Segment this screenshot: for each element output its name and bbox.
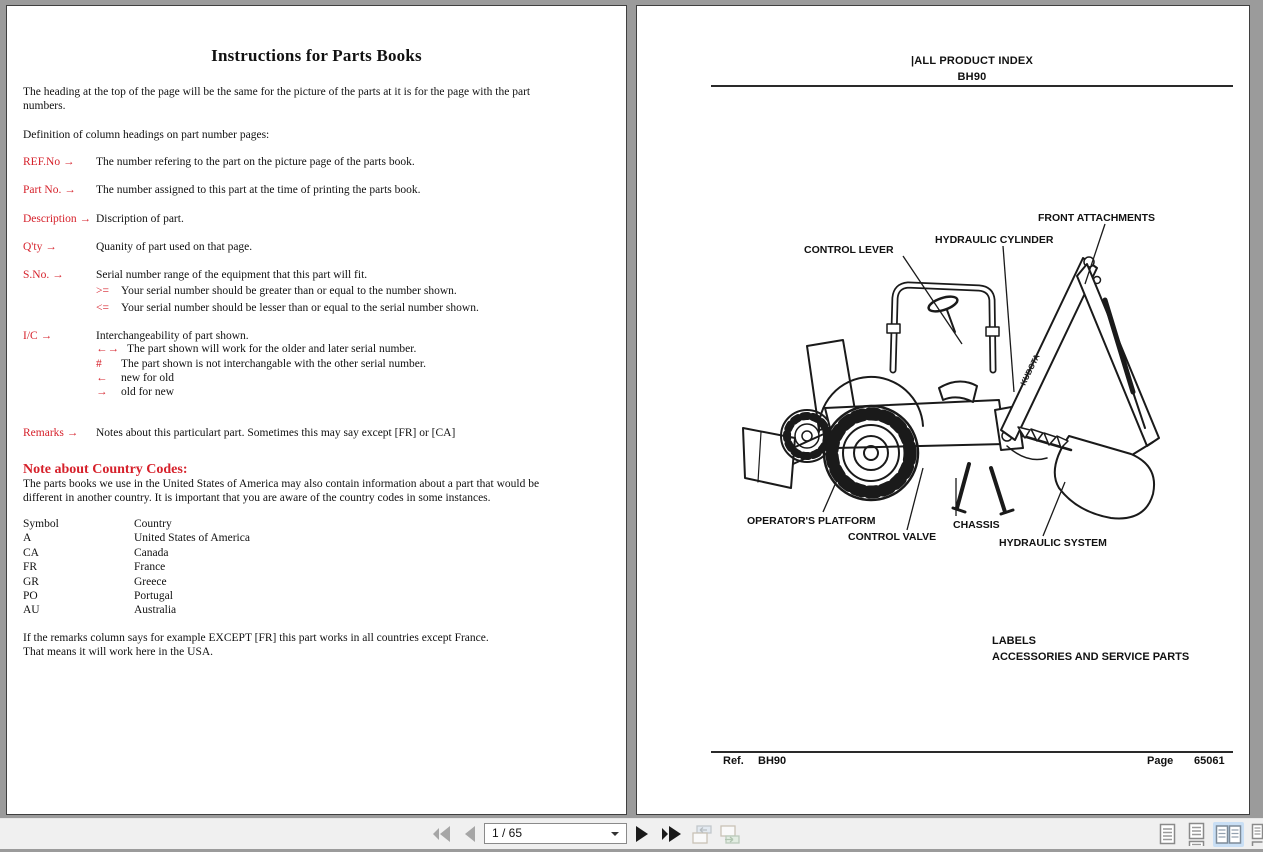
footer-page-value: 65061 (1194, 755, 1225, 767)
two-page-continuous-view-button[interactable] (1250, 822, 1263, 847)
country-cell: United States of America (134, 532, 250, 545)
previous-view-button[interactable] (690, 824, 714, 844)
next-view-button[interactable] (718, 824, 742, 844)
footer-page-label: Page (1147, 755, 1174, 767)
definition-subtext: Your serial number should be lesser than or equal to the serial number shown. (121, 302, 479, 314)
definition-label: Remarks → (23, 427, 79, 439)
definition-row (23, 330, 249, 342)
label-operators-platform: OPERATOR'S PLATFORM (747, 515, 876, 527)
intro-line: numbers. (23, 100, 66, 112)
definition-text: Interchangeability of part shown. (96, 330, 249, 342)
next-page-icon (632, 824, 656, 844)
header-rule (711, 85, 1233, 87)
closing-line: That means it will work here in the USA. (23, 646, 214, 658)
symbol-cell: A (23, 532, 32, 545)
definitions-heading: Definition of column headings on part number pages: (23, 129, 270, 141)
definition-text: Serial number range of the equipment that this part will fit. (96, 269, 368, 281)
paragraph-line: different in another country. It is important that you are aware of the country codes in some instances. (23, 492, 491, 504)
symbol-cell: CA (23, 546, 39, 559)
definition-subrow (96, 285, 457, 297)
definition-subtext: old for new (121, 386, 175, 398)
definition-row (23, 184, 421, 196)
document-page-right (636, 5, 1250, 815)
country-codes-heading: Note about Country Codes: (23, 462, 188, 477)
definition-row (23, 269, 368, 281)
definition-subtext: The part shown is not interchangable with the other serial number. (121, 358, 426, 370)
label-hydraulic-system: HYDRAULIC SYSTEM (999, 537, 1107, 549)
last-page-icon (659, 824, 683, 844)
symbol-cell: AU (23, 604, 40, 617)
table-row (23, 589, 173, 603)
definition-subrow (96, 343, 417, 355)
two-page-view-button[interactable] (1213, 822, 1244, 847)
definition-text: Notes about this particulart part. Sometimes this may say except [FR] or [CA] (96, 427, 456, 439)
closing-paragraph (23, 631, 489, 659)
definition-subrow (96, 302, 479, 314)
definition-text: The number assigned to this part at the time of printing the parts book. (96, 184, 421, 196)
last-page-button[interactable] (659, 824, 683, 844)
tractor-backhoe-diagram (707, 196, 1247, 576)
country-codes-table (23, 517, 250, 618)
table-row (23, 531, 250, 545)
model-title: BH90 (957, 71, 987, 83)
footer-rule (711, 751, 1233, 753)
symbol-cell: FR (23, 561, 38, 574)
tractor-drawing (743, 257, 1159, 519)
definition-label: Q'ty → (23, 241, 57, 253)
definition-symbol: >= (96, 285, 109, 297)
label-chassis: CHASSIS (953, 519, 1000, 531)
definition-row (23, 213, 184, 225)
footer-ref-value: BH90 (758, 755, 787, 767)
combobox-dropdown-icon[interactable] (611, 832, 619, 836)
definition-subtext: new for old (121, 372, 175, 384)
definition-symbol: <= (96, 302, 109, 314)
intro-paragraph (23, 85, 530, 113)
definition-subrow (96, 358, 426, 370)
definition-subrow (96, 372, 175, 384)
next-page-button[interactable] (632, 824, 656, 844)
country-cell: Canada (134, 546, 169, 559)
first-page-icon (430, 824, 454, 844)
symbol-column-header: Symbol (23, 518, 59, 530)
previous-page-icon (459, 824, 483, 844)
page-indicator: 1 / 65 (492, 826, 523, 840)
definition-subtext: The part shown will work for the older and later serial number. (127, 343, 417, 355)
symbol-cell: PO (23, 590, 38, 603)
page-title: Instructions for Parts Books (211, 46, 422, 65)
viewer-toolbar (0, 818, 1263, 849)
brand-text: KUBOTA (1018, 352, 1042, 387)
definition-symbol: ← (96, 372, 108, 384)
intro-line: The heading at the top of the page will be the same for the picture of the parts at it is for the page with the part (23, 86, 531, 98)
definition-label: Description → (23, 213, 92, 225)
caption-line: ACCESSORIES AND SERVICE PARTS (992, 650, 1190, 663)
definition-symbol: # (96, 358, 102, 370)
continuous-view-button[interactable] (1186, 822, 1208, 847)
country-cell: France (134, 561, 166, 574)
page-header (711, 53, 1233, 85)
definition-label: I/C → (23, 330, 53, 342)
previous-page-button[interactable] (459, 824, 483, 844)
definition-row (23, 241, 253, 253)
definition-row (23, 156, 415, 168)
symbol-cell: GR (23, 575, 39, 588)
table-row (23, 603, 177, 617)
country-column-header: Country (134, 518, 172, 530)
two-page-icon (1213, 822, 1244, 847)
table-row (23, 546, 169, 560)
previous-view-icon (690, 824, 714, 846)
product-index-title: |ALL PRODUCT INDEX (911, 55, 1033, 67)
label-control-valve: CONTROL VALVE (848, 531, 937, 543)
definition-label: REF.No → (23, 156, 75, 168)
definition-text: The number refering to the part on the picture page of the parts book. (96, 156, 415, 168)
single-page-view-button[interactable] (1157, 822, 1179, 847)
closing-line: If the remarks column says for example EXCEPT [FR] this part works in all countries except France. (23, 632, 489, 644)
label-front-attachments: FRONT ATTACHMENTS (1038, 212, 1156, 224)
continuous-page-icon (1186, 822, 1208, 847)
country-cell: Portugal (134, 590, 173, 603)
caption-line: LABELS (992, 635, 1036, 647)
document-page-left (6, 5, 627, 815)
definition-subrow (96, 386, 175, 398)
definition-symbol: → (96, 386, 108, 398)
definition-subtext: Your serial number should be greater than or equal to the number shown. (121, 285, 457, 297)
definition-symbol: ←→ (96, 343, 119, 355)
table-row (23, 575, 167, 589)
label-control-lever: CONTROL LEVER (804, 244, 894, 256)
definition-text: Discription of part. (96, 213, 184, 225)
table-row (23, 560, 166, 574)
footer-ref-label: Ref. (723, 755, 744, 767)
definition-label: Part No. → (23, 184, 76, 196)
single-page-icon (1157, 822, 1179, 847)
paragraph-line: The parts books we use in the United States of America may also contain information about a part that would be (23, 478, 540, 490)
section-caption (992, 634, 1189, 665)
country-cell: Australia (134, 604, 177, 617)
table-header-row (23, 517, 172, 531)
definition-text: Quanity of part used on that page. (96, 241, 253, 253)
first-page-button[interactable] (430, 824, 454, 844)
next-view-icon (718, 824, 742, 846)
definition-label: S.No. → (23, 269, 64, 281)
country-codes-paragraph (23, 477, 539, 505)
country-cell: Greece (134, 575, 167, 588)
two-page-continuous-icon (1250, 822, 1263, 847)
page-number-combobox[interactable] (484, 823, 627, 844)
definition-row (23, 427, 456, 439)
label-hydraulic-cylinder: HYDRAULIC CYLINDER (935, 234, 1054, 246)
